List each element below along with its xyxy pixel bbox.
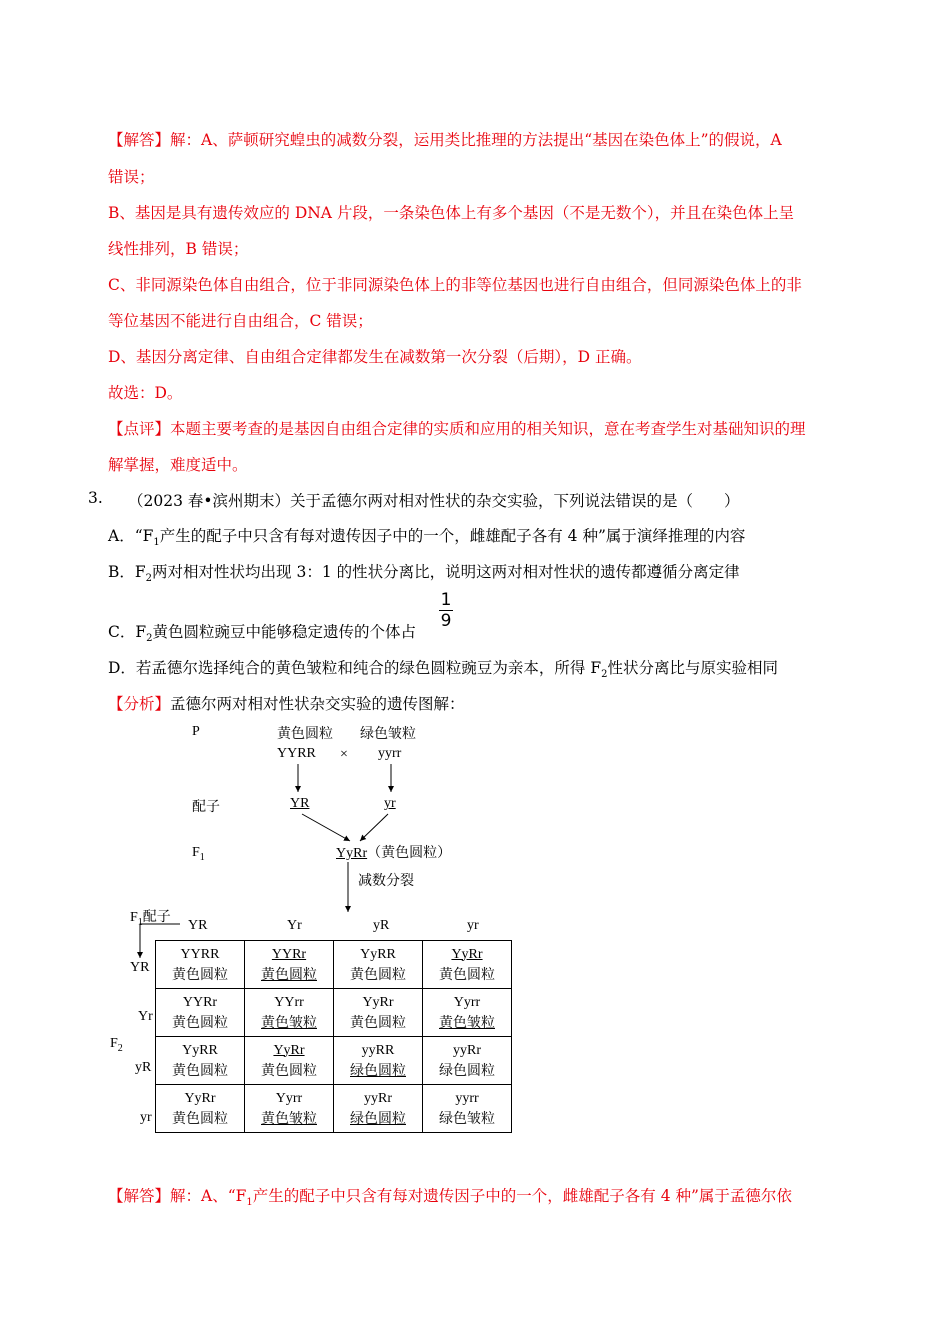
punnett-cell bbox=[423, 941, 512, 989]
meiosis-label: 减数分裂 bbox=[358, 874, 414, 889]
option-b-text: 两对相对性状均出现 3：1 的性状分离比，说明这两对相对性状的遗传都遵循分离定律 bbox=[152, 563, 740, 581]
genotype: YYrr bbox=[274, 994, 304, 1010]
punnett-cell bbox=[245, 1085, 334, 1133]
genotype: YYRR bbox=[180, 946, 220, 962]
answer-line-2: 错误； bbox=[108, 168, 155, 186]
option-b-pre: B．F bbox=[108, 563, 146, 581]
phenotype: 绿色圆粒 bbox=[439, 1063, 495, 1079]
phenotype: 黄色圆粒 bbox=[350, 967, 406, 983]
punnett-cell bbox=[334, 989, 423, 1037]
table-row bbox=[156, 1037, 512, 1085]
option-a-text: 产生的配子中只含有每对遗传因子中的一个，雌雄配子各有 4 种”属于演绎推理的内容 bbox=[159, 527, 746, 545]
f1-gamete-letter: F bbox=[130, 910, 138, 925]
genotype: YyRr bbox=[184, 1090, 216, 1106]
phenotype: 绿色圆粒 bbox=[350, 1111, 406, 1127]
phenotype: 黄色圆粒 bbox=[172, 967, 228, 983]
phenotype: 绿色圆粒 bbox=[350, 1063, 406, 1079]
col-header-2: yR bbox=[373, 918, 390, 933]
f2-label bbox=[110, 1036, 123, 1054]
row-header-1: Yr bbox=[138, 1009, 153, 1024]
analysis-text: 孟德尔两对相对性状杂交实验的遗传图解： bbox=[170, 695, 465, 713]
f1-letter: F bbox=[192, 845, 200, 860]
question-number: 3. bbox=[88, 489, 103, 507]
punnett-cell bbox=[245, 941, 334, 989]
punnett-cell bbox=[334, 1085, 423, 1133]
row-header-3: yr bbox=[140, 1110, 152, 1125]
f1-sub: 1 bbox=[199, 851, 205, 863]
option-d-text: 性状分离比与原实验相同 bbox=[607, 659, 779, 677]
p-label: P bbox=[192, 724, 200, 739]
punnett-cell bbox=[423, 989, 512, 1037]
genotype: yyRR bbox=[361, 1042, 395, 1058]
fraction-numerator: 1 bbox=[440, 590, 452, 610]
phenotype: 黄色圆粒 bbox=[261, 1063, 317, 1079]
answer-line-3: B、基因是具有遗传效应的 DNA 片段，一条染色体上有多个基因（不是无数个），并且在染色体上呈 bbox=[108, 204, 795, 222]
punnett-cell bbox=[334, 1037, 423, 1085]
punnett-cell bbox=[245, 989, 334, 1037]
genotype: YYRr bbox=[182, 994, 218, 1010]
option-c-text: 黄色圆粒豌豆中能够稳定遗传的个体占 bbox=[152, 623, 417, 641]
punnett-cell bbox=[156, 1037, 245, 1085]
genotype: yyRr bbox=[453, 1042, 481, 1058]
phenotype: 黄色圆粒 bbox=[172, 1063, 228, 1079]
fraction-denominator: 9 bbox=[440, 611, 452, 631]
comment-tag: 【点评】 bbox=[108, 420, 171, 438]
table-row bbox=[156, 941, 512, 989]
option-d-sub: 2 bbox=[601, 669, 608, 681]
phenotype: 黄色皱粒 bbox=[261, 1015, 317, 1031]
phenotype: 黄色圆粒 bbox=[172, 1111, 228, 1127]
gamete-1: YR bbox=[290, 796, 310, 811]
punnett-cell bbox=[245, 1037, 334, 1085]
option-d-pre: D．若孟德尔选择纯合的黄色皱粒和纯合的绿色圆粒豌豆为亲本，所得 F bbox=[108, 659, 602, 677]
genotype: YyRr bbox=[273, 1042, 305, 1058]
answer-line-6: 等位基因不能进行自由组合，C 错误； bbox=[108, 312, 373, 330]
f1-gamete-label bbox=[130, 906, 171, 928]
answer2-pre: 解：A、“F bbox=[170, 1187, 247, 1205]
analysis-tag: 【分析】 bbox=[108, 695, 171, 713]
cross-symbol: × bbox=[340, 747, 348, 762]
answer-text: 解：A、萨顿研究蝗虫的减数分裂，运用类比推理的方法提出“基因在染色体上”的假说，A bbox=[170, 131, 782, 149]
genotype: Yyrr bbox=[453, 994, 481, 1010]
col-header-0: YR bbox=[188, 918, 208, 933]
answer-line-4: 线性排列，B 错误； bbox=[108, 240, 249, 258]
p-yellow-round: 黄色圆粒 bbox=[277, 727, 333, 742]
answer2-text: 产生的配子中只含有每对遗传因子中的一个，雌雄配子各有 4 种”属于孟德尔依 bbox=[252, 1187, 792, 1205]
option-c-pre: C．F bbox=[108, 623, 147, 641]
col-header-3: yr bbox=[467, 918, 479, 933]
answer-tag: 【解答】 bbox=[108, 131, 171, 149]
punnett-cell bbox=[156, 1085, 245, 1133]
f1-gamete-sub: 1 bbox=[137, 916, 143, 928]
phenotype: 黄色皱粒 bbox=[439, 1015, 495, 1031]
phenotype: 绿色皱粒 bbox=[439, 1111, 495, 1127]
answer-line-7: D、基因分离定律、自由组合定律都发生在减数第一次分裂（后期），D 正确。 bbox=[108, 348, 642, 366]
f1-gamete-word: 配子 bbox=[142, 910, 171, 925]
gamete-label: 配子 bbox=[192, 800, 220, 815]
punnett-cell bbox=[423, 1085, 512, 1133]
comment-line-2: 解掌握，难度适中。 bbox=[108, 456, 248, 474]
answer-line-5: C、非同源染色体自由组合，位于非同源染色体上的非等位基因也进行自由组合，但同源染色体上的非 bbox=[108, 276, 802, 294]
row-header-0: YR bbox=[130, 960, 150, 975]
phenotype: 黄色圆粒 bbox=[261, 967, 317, 983]
genotype: YyRr bbox=[362, 994, 394, 1010]
phenotype: 黄色圆粒 bbox=[172, 1015, 228, 1031]
genotype: YyRr bbox=[451, 946, 483, 962]
comment-text: 本题主要考查的是基因自由组合定律的实质和应用的相关知识，意在考查学生对基础知识的理 bbox=[170, 420, 806, 438]
answer2-sub: 1 bbox=[246, 1197, 253, 1209]
genotype: YyRR bbox=[360, 946, 396, 962]
punnett-cell bbox=[156, 989, 245, 1037]
p-genotype-2: yyrr bbox=[378, 746, 402, 761]
phenotype: 黄色圆粒 bbox=[439, 967, 495, 983]
genotype: YYRr bbox=[271, 946, 307, 962]
question-stem: （2023 春•滨州期末）关于孟德尔两对相对性状的杂交实验，下列说法错误的是（ ） bbox=[128, 492, 740, 510]
arrow-gamete2-f1 bbox=[360, 814, 388, 841]
genotype: YyRR bbox=[182, 1042, 218, 1058]
genotype: yyRr bbox=[364, 1090, 392, 1106]
gamete-2: yr bbox=[384, 796, 396, 811]
row-header-2: yR bbox=[135, 1060, 152, 1075]
genotype: yyrr bbox=[455, 1090, 479, 1106]
f1-phenotype: （黄色圆粒） bbox=[367, 846, 452, 861]
f2-sub: 2 bbox=[117, 1042, 123, 1054]
punnett-square bbox=[155, 940, 512, 1133]
answer2-line bbox=[108, 1184, 792, 1208]
f2-letter: F bbox=[110, 1036, 118, 1051]
punnett-cell bbox=[423, 1037, 512, 1085]
option-b-sub: 2 bbox=[145, 573, 153, 585]
punnett-cell bbox=[334, 941, 423, 989]
table-row bbox=[156, 989, 512, 1037]
option-a-pre: A．“F bbox=[108, 527, 154, 545]
answer2-tag: 【解答】 bbox=[108, 1187, 171, 1205]
option-c-sub: 2 bbox=[146, 633, 153, 645]
f1-genotype: YyRr bbox=[336, 846, 368, 861]
col-header-1: Yr bbox=[287, 918, 302, 933]
arrow-gamete1-f1 bbox=[302, 814, 350, 841]
answer-line-8: 故选：D。 bbox=[108, 384, 183, 402]
phenotype: 黄色圆粒 bbox=[350, 1015, 406, 1031]
p-genotype-1: YYRR bbox=[277, 746, 316, 761]
p-green-wrinkled: 绿色皱粒 bbox=[360, 727, 416, 742]
option-a-sub: 1 bbox=[153, 537, 160, 549]
genotype: Yyrr bbox=[275, 1090, 303, 1106]
phenotype: 黄色皱粒 bbox=[261, 1111, 317, 1127]
table-row bbox=[156, 1085, 512, 1133]
punnett-cell bbox=[156, 941, 245, 989]
